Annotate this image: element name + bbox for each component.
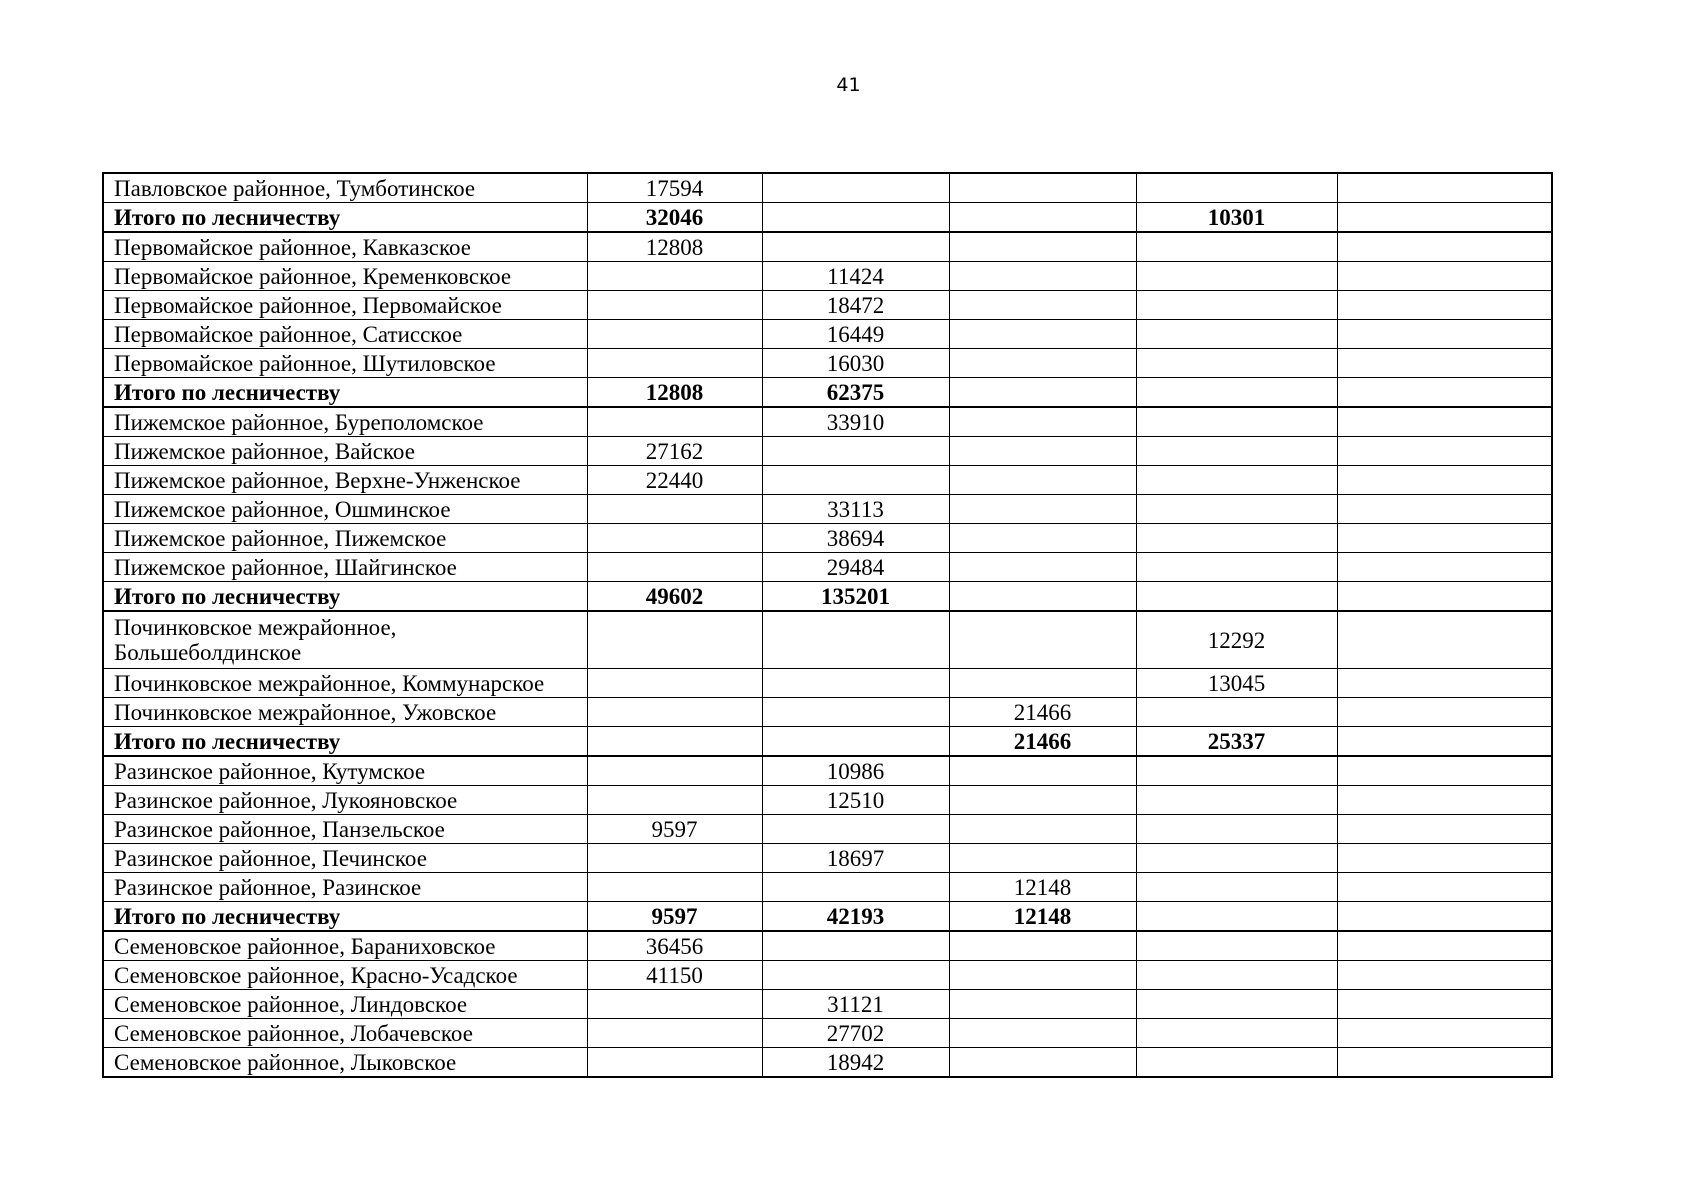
forestry-name-cell: Разинское районное, Лукояновское [103, 786, 587, 815]
value-cell-col-3 [949, 669, 1136, 698]
value-cell-col-1 [587, 349, 762, 378]
forestry-name-cell: Семеновское районное, Лобачевское [103, 1019, 587, 1048]
value-cell-col-2 [762, 727, 949, 757]
table-row [103, 815, 1552, 844]
value-cell-col-5 [1337, 407, 1552, 437]
value-cell-col-1: 36456 [587, 931, 762, 961]
value-cell-col-3 [949, 815, 1136, 844]
table-row [103, 1019, 1552, 1048]
value-cell-col-5 [1337, 437, 1552, 466]
value-cell-col-5 [1337, 553, 1552, 582]
forestry-name-cell: Семеновское районное, Бараниховское [103, 931, 587, 961]
value-cell-col-4 [1136, 262, 1337, 291]
value-cell-col-5 [1337, 320, 1552, 349]
forestry-table [102, 172, 1553, 1078]
value-cell-col-2: 42193 [762, 902, 949, 932]
value-cell-col-4: 12292 [1136, 611, 1337, 669]
value-cell-col-4 [1136, 1048, 1337, 1078]
value-cell-col-5 [1337, 524, 1552, 553]
total-row [103, 378, 1552, 408]
value-cell-col-3 [949, 844, 1136, 873]
table-row [103, 173, 1552, 203]
value-cell-col-4 [1136, 698, 1337, 727]
value-cell-col-3 [949, 756, 1136, 786]
value-cell-col-2 [762, 815, 949, 844]
value-cell-col-4 [1136, 990, 1337, 1019]
value-cell-col-1: 9597 [587, 815, 762, 844]
value-cell-col-5 [1337, 466, 1552, 495]
value-cell-col-4 [1136, 173, 1337, 203]
value-cell-col-3 [949, 466, 1136, 495]
value-cell-col-3 [949, 786, 1136, 815]
forestry-name-cell: Разинское районное, Кутумское [103, 756, 587, 786]
value-cell-col-5 [1337, 873, 1552, 902]
value-cell-col-5 [1337, 1019, 1552, 1048]
value-cell-col-1: 9597 [587, 902, 762, 932]
forestry-name-cell: Семеновское районное, Красно-Усадское [103, 961, 587, 990]
value-cell-col-5 [1337, 669, 1552, 698]
table-row [103, 786, 1552, 815]
forestry-name-cell: Итого по лесничеству [103, 378, 587, 408]
value-cell-col-4 [1136, 553, 1337, 582]
forestry-name-cell: Пижемское районное, Пижемское [103, 524, 587, 553]
value-cell-col-3: 12148 [949, 873, 1136, 902]
forestry-name-cell: Семеновское районное, Линдовское [103, 990, 587, 1019]
value-cell-col-5 [1337, 262, 1552, 291]
forestry-name-cell: Первомайское районное, Сатисское [103, 320, 587, 349]
forestry-name-cell: Первомайское районное, Первомайское [103, 291, 587, 320]
table-row [103, 698, 1552, 727]
value-cell-col-2 [762, 698, 949, 727]
value-cell-col-1: 22440 [587, 466, 762, 495]
value-cell-col-3 [949, 931, 1136, 961]
forestry-name-cell: Павловское районное, Тумботинское [103, 173, 587, 203]
value-cell-col-4 [1136, 466, 1337, 495]
value-cell-col-1: 32046 [587, 203, 762, 233]
value-cell-col-2 [762, 873, 949, 902]
value-cell-col-2: 27702 [762, 1019, 949, 1048]
value-cell-col-2: 33113 [762, 495, 949, 524]
table-row [103, 466, 1552, 495]
value-cell-col-4 [1136, 902, 1337, 932]
value-cell-col-2 [762, 961, 949, 990]
value-cell-col-5 [1337, 931, 1552, 961]
value-cell-col-3 [949, 437, 1136, 466]
value-cell-col-4 [1136, 524, 1337, 553]
forestry-name-cell: Итого по лесничеству [103, 727, 587, 757]
value-cell-col-1: 12808 [587, 378, 762, 408]
value-cell-col-2 [762, 437, 949, 466]
value-cell-col-1 [587, 553, 762, 582]
value-cell-col-4 [1136, 407, 1337, 437]
value-cell-col-4 [1136, 232, 1337, 262]
value-cell-col-3 [949, 349, 1136, 378]
value-cell-col-2: 10986 [762, 756, 949, 786]
value-cell-col-3 [949, 1048, 1136, 1078]
value-cell-col-4 [1136, 786, 1337, 815]
table-row [103, 553, 1552, 582]
value-cell-col-5 [1337, 232, 1552, 262]
value-cell-col-2 [762, 466, 949, 495]
table-row [103, 844, 1552, 873]
value-cell-col-4 [1136, 756, 1337, 786]
value-cell-col-4: 25337 [1136, 727, 1337, 757]
value-cell-col-5 [1337, 378, 1552, 408]
value-cell-col-3 [949, 232, 1136, 262]
value-cell-col-2: 18697 [762, 844, 949, 873]
forestry-name-cell: Починковское межрайонное, Ужовское [103, 698, 587, 727]
value-cell-col-4 [1136, 582, 1337, 612]
value-cell-col-5 [1337, 495, 1552, 524]
total-row [103, 902, 1552, 932]
value-cell-col-5 [1337, 961, 1552, 990]
value-cell-col-3 [949, 291, 1136, 320]
value-cell-col-1 [587, 1019, 762, 1048]
value-cell-col-3 [949, 961, 1136, 990]
total-row [103, 203, 1552, 233]
value-cell-col-5 [1337, 844, 1552, 873]
value-cell-col-2 [762, 232, 949, 262]
value-cell-col-1 [587, 873, 762, 902]
value-cell-col-4 [1136, 495, 1337, 524]
value-cell-col-3 [949, 553, 1136, 582]
value-cell-col-4 [1136, 349, 1337, 378]
table-row [103, 990, 1552, 1019]
value-cell-col-3 [949, 320, 1136, 349]
table-row [103, 873, 1552, 902]
value-cell-col-4 [1136, 1019, 1337, 1048]
value-cell-col-3 [949, 524, 1136, 553]
value-cell-col-4 [1136, 378, 1337, 408]
page-number: 41 [836, 74, 861, 96]
value-cell-col-2: 12510 [762, 786, 949, 815]
value-cell-col-1 [587, 669, 762, 698]
value-cell-col-3: 12148 [949, 902, 1136, 932]
value-cell-col-5 [1337, 203, 1552, 233]
value-cell-col-1 [587, 524, 762, 553]
value-cell-col-5 [1337, 815, 1552, 844]
table-row [103, 495, 1552, 524]
value-cell-col-5 [1337, 786, 1552, 815]
value-cell-col-3 [949, 1019, 1136, 1048]
table-row [103, 320, 1552, 349]
value-cell-col-4 [1136, 437, 1337, 466]
value-cell-col-1: 49602 [587, 582, 762, 612]
value-cell-col-3: 21466 [949, 698, 1136, 727]
value-cell-col-4: 10301 [1136, 203, 1337, 233]
value-cell-col-2: 62375 [762, 378, 949, 408]
value-cell-col-3 [949, 611, 1136, 669]
value-cell-col-2: 16449 [762, 320, 949, 349]
value-cell-col-1 [587, 990, 762, 1019]
forestry-name-cell: Разинское районное, Панзельское [103, 815, 587, 844]
value-cell-col-5 [1337, 902, 1552, 932]
value-cell-col-1 [587, 756, 762, 786]
value-cell-col-1 [587, 407, 762, 437]
value-cell-col-3 [949, 407, 1136, 437]
value-cell-col-1 [587, 1048, 762, 1078]
table-body [103, 173, 1552, 1077]
forestry-name-cell: Первомайское районное, Кавказское [103, 232, 587, 262]
value-cell-col-5 [1337, 990, 1552, 1019]
table-row [103, 349, 1552, 378]
value-cell-col-1 [587, 262, 762, 291]
value-cell-col-3 [949, 495, 1136, 524]
value-cell-col-2: 38694 [762, 524, 949, 553]
value-cell-col-1 [587, 291, 762, 320]
value-cell-col-4 [1136, 961, 1337, 990]
forestry-name-cell: Итого по лесничеству [103, 902, 587, 932]
value-cell-col-3: 21466 [949, 727, 1136, 757]
value-cell-col-1 [587, 495, 762, 524]
value-cell-col-5 [1337, 756, 1552, 786]
value-cell-col-2 [762, 669, 949, 698]
forestry-name-cell: Разинское районное, Разинское [103, 873, 587, 902]
value-cell-col-5 [1337, 173, 1552, 203]
table-row [103, 611, 1552, 669]
table-row [103, 756, 1552, 786]
value-cell-col-1 [587, 320, 762, 349]
total-row [103, 727, 1552, 757]
table-row [103, 291, 1552, 320]
forestry-name-cell: Пижемское районное, Ошминское [103, 495, 587, 524]
value-cell-col-2 [762, 173, 949, 203]
value-cell-col-2: 29484 [762, 553, 949, 582]
forestry-name-cell: Первомайское районное, Шутиловское [103, 349, 587, 378]
table-row [103, 262, 1552, 291]
forestry-name-cell: Пижемское районное, Шайгинское [103, 553, 587, 582]
value-cell-col-3 [949, 173, 1136, 203]
value-cell-col-4 [1136, 320, 1337, 349]
value-cell-col-2 [762, 931, 949, 961]
value-cell-col-3 [949, 203, 1136, 233]
value-cell-col-4 [1136, 291, 1337, 320]
value-cell-col-1 [587, 611, 762, 669]
forestry-name-cell: Пижемское районное, Вайское [103, 437, 587, 466]
forestry-name-cell: Починковское межрайонное, Коммунарское [103, 669, 587, 698]
value-cell-col-5 [1337, 582, 1552, 612]
forestry-name-cell: Итого по лесничеству [103, 203, 587, 233]
value-cell-col-2: 31121 [762, 990, 949, 1019]
value-cell-col-1: 12808 [587, 232, 762, 262]
forestry-name-cell: Пижемское районное, Буреполомское [103, 407, 587, 437]
total-row [103, 582, 1552, 612]
value-cell-col-2 [762, 611, 949, 669]
value-cell-col-3 [949, 378, 1136, 408]
value-cell-col-2: 18472 [762, 291, 949, 320]
value-cell-col-5 [1337, 349, 1552, 378]
value-cell-col-2: 33910 [762, 407, 949, 437]
table-row [103, 931, 1552, 961]
value-cell-col-5 [1337, 698, 1552, 727]
value-cell-col-1 [587, 844, 762, 873]
value-cell-col-2: 135201 [762, 582, 949, 612]
value-cell-col-4 [1136, 844, 1337, 873]
forestry-name-cell: Починковское межрайонное, Большеболдинское [103, 611, 587, 669]
value-cell-col-2: 11424 [762, 262, 949, 291]
value-cell-col-2: 16030 [762, 349, 949, 378]
value-cell-col-4 [1136, 931, 1337, 961]
forestry-name-cell: Итого по лесничеству [103, 582, 587, 612]
forestry-name-cell: Разинское районное, Печинское [103, 844, 587, 873]
forestry-name-cell: Первомайское районное, Кременковское [103, 262, 587, 291]
table-row [103, 437, 1552, 466]
value-cell-col-5 [1337, 611, 1552, 669]
table-row [103, 961, 1552, 990]
forestry-name-cell: Семеновское районное, Лыковское [103, 1048, 587, 1078]
value-cell-col-1: 27162 [587, 437, 762, 466]
table-row [103, 1048, 1552, 1078]
value-cell-col-1: 41150 [587, 961, 762, 990]
value-cell-col-5 [1337, 727, 1552, 757]
value-cell-col-4 [1136, 815, 1337, 844]
value-cell-col-4 [1136, 873, 1337, 902]
value-cell-col-4: 13045 [1136, 669, 1337, 698]
table-row [103, 524, 1552, 553]
value-cell-col-1 [587, 727, 762, 757]
value-cell-col-1: 17594 [587, 173, 762, 203]
value-cell-col-5 [1337, 1048, 1552, 1078]
value-cell-col-1 [587, 698, 762, 727]
forestry-name-cell: Пижемское районное, Верхне-Унженское [103, 466, 587, 495]
value-cell-col-3 [949, 582, 1136, 612]
value-cell-col-1 [587, 786, 762, 815]
value-cell-col-3 [949, 990, 1136, 1019]
table-row [103, 669, 1552, 698]
table-row [103, 407, 1552, 437]
value-cell-col-2 [762, 203, 949, 233]
table-row [103, 232, 1552, 262]
value-cell-col-2: 18942 [762, 1048, 949, 1078]
value-cell-col-3 [949, 262, 1136, 291]
value-cell-col-5 [1337, 291, 1552, 320]
